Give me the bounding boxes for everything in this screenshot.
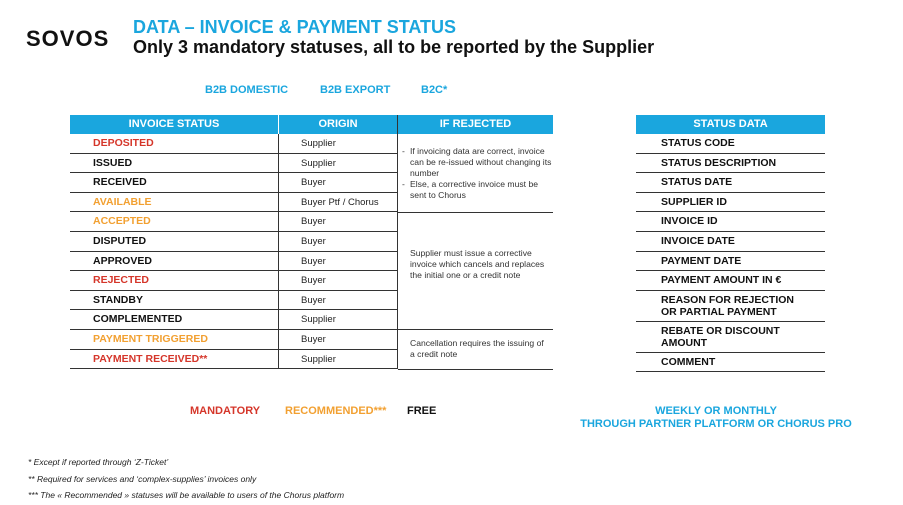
table-row	[70, 212, 397, 232]
invoice-status-cell: PAYMENT TRIGGERED	[93, 333, 208, 345]
origin-cell: Buyer	[301, 177, 326, 189]
column-divider	[278, 134, 279, 369]
divider	[398, 369, 553, 370]
status-data-row	[636, 291, 825, 322]
page-subtitle: Only 3 mandatory statuses, all to be reported by the Supplier	[133, 37, 655, 57]
invoice-status-cell: RECEIVED	[93, 176, 147, 189]
header-invoice-status: INVOICE STATUS	[70, 115, 278, 134]
status-data-row	[636, 353, 825, 373]
status-data-item: REASON FOR REJECTION OR PARTIAL PAYMENT	[661, 293, 795, 319]
table-row	[70, 291, 397, 311]
invoice-status-cell: COMPLEMENTED	[93, 313, 183, 326]
if-rejected-block-1	[398, 146, 553, 201]
divider	[398, 329, 553, 330]
status-data-item: STATUS DESCRIPTION	[661, 156, 777, 169]
invoice-status-cell: DISPUTED	[93, 235, 147, 247]
status-data-row	[636, 193, 825, 213]
table-row	[70, 310, 397, 330]
legend-free: FREE	[407, 405, 437, 417]
origin-cell: Buyer Ptf / Chorus	[301, 196, 379, 208]
frequency-line: WEEKLY OR MONTHLY	[655, 405, 777, 417]
header-if-rejected: IF REJECTED	[398, 115, 553, 134]
status-data-item: PAYMENT DATE	[661, 254, 742, 267]
page-title: DATA – INVOICE & PAYMENT STATUS	[133, 17, 457, 37]
scope-b2b-domestic: B2B DOMESTIC	[205, 84, 289, 96]
invoice-status-cell: PAYMENT RECEIVED**	[93, 352, 208, 365]
status-data-row	[636, 252, 825, 272]
invoice-status-cell: ACCEPTED	[93, 215, 151, 228]
legend-recommended: RECOMMENDED***	[285, 405, 387, 417]
status-data-item: COMMENT	[661, 355, 716, 368]
origin-cell: Buyer	[301, 236, 326, 247]
table-row	[70, 271, 397, 291]
if-rejected-block-3: Cancellation requires the issuing of a credit note	[410, 338, 544, 359]
invoice-status-cell: STANDBY	[93, 293, 143, 306]
bullet-text: Else, a corrective invoice must be sent to Chorus	[410, 179, 539, 200]
origin-cell: Buyer	[301, 216, 326, 228]
origin-cell: Supplier	[301, 314, 336, 326]
divider	[398, 212, 553, 213]
origin-cell: Supplier	[301, 138, 336, 149]
table-row	[70, 173, 397, 193]
status-data-row	[636, 271, 825, 291]
reporting-frequency	[560, 405, 872, 430]
footnote: *** The « Recommended » statuses will be available to users of the Chorus platform	[28, 490, 345, 500]
invoice-status-cell: ISSUED	[93, 156, 133, 169]
origin-cell: Supplier	[301, 157, 336, 169]
table-row	[70, 252, 397, 272]
invoice-status-cell: DEPOSITED	[93, 137, 154, 149]
table-row	[70, 134, 397, 154]
status-data-item: INVOICE DATE	[661, 235, 735, 247]
invoice-status-cell: AVAILABLE	[93, 195, 152, 208]
frequency-line: THROUGH PARTNER PLATFORM OR CHORUS PRO	[580, 417, 852, 430]
table-row	[70, 193, 397, 213]
status-data-row	[636, 322, 825, 353]
status-data-item: STATUS CODE	[661, 137, 735, 149]
header-origin: ORIGIN	[279, 115, 397, 134]
header-status-data: STATUS DATA	[636, 115, 825, 134]
origin-cell: Buyer	[301, 255, 326, 267]
table-row	[70, 330, 397, 350]
table-row	[70, 154, 397, 174]
status-data-item: PAYMENT AMOUNT IN €	[661, 274, 782, 287]
status-data-item: STATUS DATE	[661, 176, 733, 189]
status-data-row	[636, 212, 825, 232]
bullet-item: - If invoicing data are correct, invoice can be re-issued without changing its number	[402, 146, 552, 178]
scope-b2b-export: B2B EXPORT	[320, 84, 391, 96]
status-data-item: INVOICE ID	[661, 215, 718, 228]
bullet-text: If invoicing data are correct, invoice can be re-issued without changing its number	[410, 146, 552, 178]
status-data-item: SUPPLIER ID	[661, 195, 727, 208]
invoice-status-cell: APPROVED	[93, 254, 152, 267]
table-row	[70, 232, 397, 252]
status-data-row	[636, 134, 825, 154]
status-data-item: REBATE OR DISCOUNT AMOUNT	[661, 324, 780, 350]
origin-cell: Buyer	[301, 294, 326, 306]
origin-cell: Supplier	[301, 353, 336, 365]
origin-cell: Buyer	[301, 275, 326, 287]
origin-cell: Buyer	[301, 334, 326, 345]
invoice-status-cell: REJECTED	[93, 274, 150, 287]
footnote: ** Required for services and ‘complex-supplies’ invoices only	[28, 474, 257, 484]
bullet-item: - Else, a corrective invoice must be sent to Chorus	[402, 179, 539, 200]
status-data-row	[636, 154, 825, 174]
table-row	[70, 350, 397, 370]
status-data-row	[636, 173, 825, 193]
status-data-row	[636, 232, 825, 252]
footnote: * Except if reported through ‘Z-Ticket’	[28, 457, 169, 467]
sovos-logo: SOVOS	[26, 26, 110, 51]
legend-mandatory: MANDATORY	[190, 405, 261, 417]
if-rejected-block-2: Supplier must issue a corrective invoice which cancels and replaces the initial one or a credit note	[410, 248, 545, 280]
scope-b2c: B2C*	[421, 84, 448, 96]
